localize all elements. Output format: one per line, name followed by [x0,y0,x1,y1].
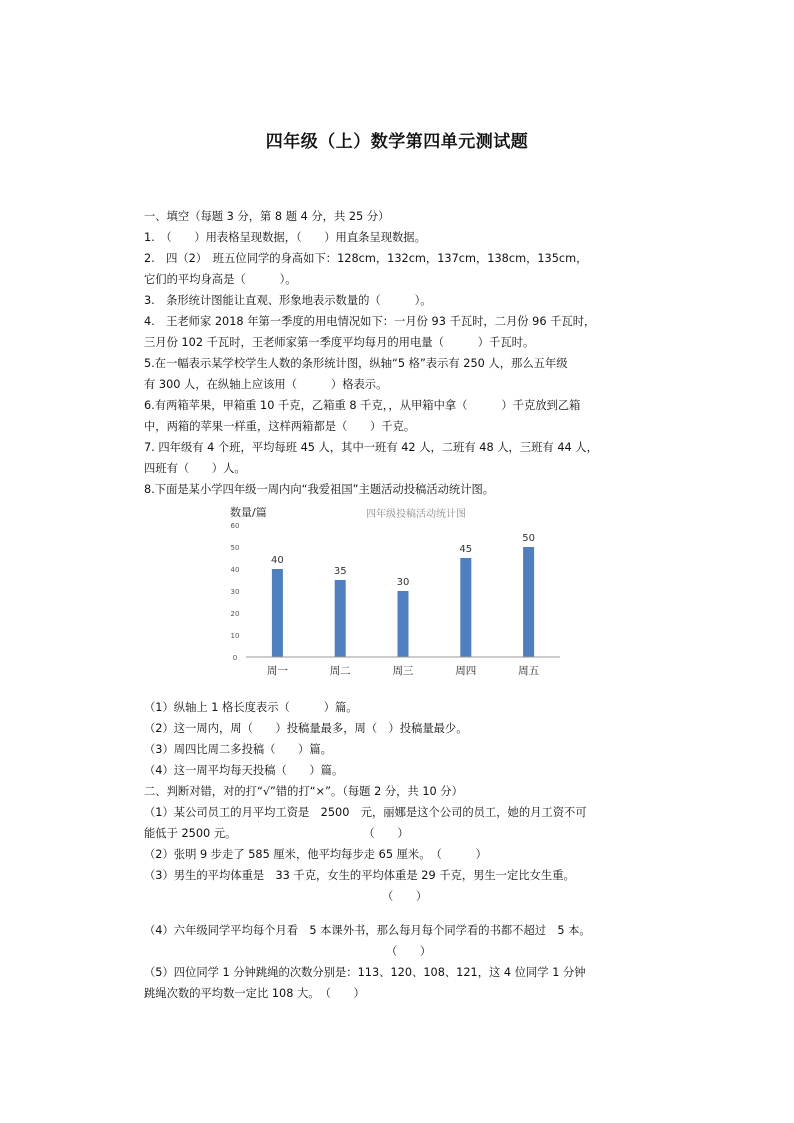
judge-item: （2）张明 9 步走了 585 厘米，他平均每步走 65 厘米。 （ ） [144,848,487,861]
question-line: 1. （ ）用表格呈现数据，（ ）用直条呈现数据。 [144,231,426,244]
question-line: 它们的平均身高是（ ）。 [144,273,297,286]
y-tick-label: 30 [230,588,240,596]
y-tick-label: 40 [230,566,240,574]
question-line: 2. 四（2） 班五位同学的身高如下：128cm，132cm，137cm，138cm，135cm， [144,252,588,265]
section1-heading: 一、填空（每题 3 分，第 8 题 4 分，共 25 分） [144,210,390,223]
worksheet-body [144,206,664,1004]
bar [398,591,409,657]
x-tick-label: 周四 [455,665,477,677]
judge-item [144,823,664,844]
question-line: 5.在一幅表示某学校学生人数的条形统计图，纵轴“5 格”表示有 250 人，那么五年级 [144,357,568,370]
data-label: 30 [396,577,410,588]
answer-blank[interactable]: （ ） [363,827,409,840]
question-line: 6.有两箱苹果，甲箱重 10 千克，乙箱重 8 千克，，从甲箱中拿（ ）千克放到乙箱 [144,399,581,412]
judge-item: （5）四位同学 1 分钟跳绳的次数分别是：113、120、108、121，这 4 位同学 1 分钟 [144,966,586,979]
chart-title: 四年级投稿活动统计图 [366,509,466,520]
x-tick-label: 周三 [392,665,414,677]
y-tick-label: 0 [232,654,238,662]
x-tick-label: 周五 [518,665,540,677]
y-tick-label: 50 [230,544,240,552]
judge-item: （3）男生的平均体重是 33 千克，女生的平均体重是 29 千克，男生一定比女生重。 [144,869,575,882]
data-label: 40 [271,555,284,566]
y-tick-label: 20 [230,610,240,618]
q8-subquestion: （2）这一周内，周（ ）投稿量最多，周（ ）投稿量最少。 [144,722,468,735]
answer-blank[interactable]: （ ） [386,945,432,958]
bar [460,558,471,657]
bar [272,569,283,657]
section2-heading: 二、判断对错，对的打“√”错的打“×”。（每题 2 分，共 10 分） [144,785,463,798]
x-tick-label: 周二 [329,665,351,677]
q8-subquestion: （3）周四比周二多投稿（ ）篇。 [144,743,332,756]
question-line: 中，两箱的苹果一样重，这样两箱都是（ ）千克。 [144,420,416,433]
judge-item: （1）某公司员工的月平均工资是 2500 元，丽娜是这个公司的员工，她的月工资不可 [144,806,587,819]
data-label: 35 [333,566,347,577]
answer-blank[interactable]: （ ） [382,890,428,903]
q8-subquestion: （1）纵轴上 1 格长度表示（ ）篇。 [144,701,358,714]
chart-ylabel: 数量/篇 [230,506,267,519]
question-line: 8.下面是某小学四年级一周内向“我爱祖国”主题活动投稿活动统计图。 [144,483,495,496]
bar [335,580,346,657]
data-label: 50 [522,533,535,544]
bar [523,547,534,657]
x-tick-label: 周一 [266,665,288,677]
question-line: 有 300 人，在纵轴上应该用（ ）格表示。 [144,378,388,391]
bar-chart-container [144,500,664,697]
bar-chart [226,500,562,697]
judge-item: 跳绳次数的平均数一定比 108 大。 （ ） [144,987,365,1000]
data-label: 45 [459,544,473,555]
judge-item: （4）六年级同学平均每个月看 5 本课外书，那么每月每个同学看的书都不超过 5 本。 [144,924,591,937]
judge-item-text: 能低于 2500 元。 [144,827,237,840]
q8-subquestion: （4）这一周平均每天投稿（ ）篇。 [144,764,344,777]
question-line: 四班有（ ）人。 [144,462,246,475]
y-tick-label: 10 [230,632,240,640]
question-line: 三月份 102 千瓦时，王老师家第一季度平均每月的用电量（ ）千瓦时。 [144,336,535,349]
question-line: 4. 王老师家 2018 年第一季度的用电情况如下：一月份 93 千瓦时，二月份 96 千瓦时， [144,315,596,328]
y-tick-label: 60 [230,522,240,530]
question-line: 3. 条形统计图能让直观、形象地表示数量的（ ）。 [144,294,432,307]
question-line: 7. 四年级有 4 个班，平均每班 45 人，其中一班有 42 人，二班有 48 人，三班有 44 人， [144,441,598,454]
page-title: 四年级（上）数学第四单元测试题 [265,132,529,152]
